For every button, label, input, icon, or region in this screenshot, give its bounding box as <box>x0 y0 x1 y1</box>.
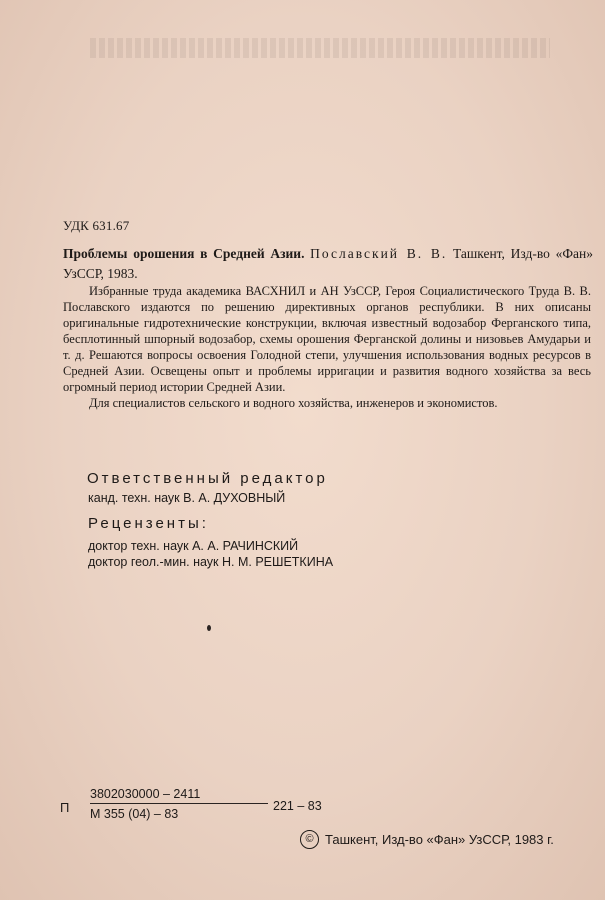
audience-paragraph: Для специалистов сельского и водного хозяйства, инженеров и экономистов. <box>89 396 498 410</box>
editor-heading: Ответственный редактор <box>87 470 328 487</box>
catalog-code-suffix: 221 – 83 <box>273 799 322 813</box>
abstract <box>63 283 591 411</box>
book-imprint: Ташкент, Изд-во «Фан» УзССР, 1983. <box>63 246 593 281</box>
udk-code: УДК 631.67 <box>63 218 130 233</box>
abstract-paragraph: Избранные труда академика ВАСХНИЛ и АН УзССР, Героя Социалистического Труда В. В. Пославского издаются по решению директивных органов республики. В них описаны оригинальные гидротехнические конструкции, включая известный водозабор Ферганского типа, бесплотинный шпорный водозабор, схемы орошения Ферганской долины и низовьев Амударьи и т. д. Решаются вопросы освоения Голодной степи, улучшения использования водных ресурсов в Средней Азии. Освещены опыт и проблемы ирригации и развития водного хозяйства за весь огромный период истории Средней Азии. <box>63 284 591 394</box>
copyright-line <box>300 830 554 849</box>
ink-speck <box>207 625 211 631</box>
book-author: Пославский В. В. <box>310 246 448 261</box>
editor-name: канд. техн. наук В. А. ДУХОВНЫЙ <box>88 491 286 505</box>
catalog-code-denominator: М 355 (04) – 83 <box>90 807 179 821</box>
reviewers-heading: Рецензенты: <box>88 515 209 532</box>
bibliographic-citation <box>63 244 593 284</box>
reviewer-item: доктор геол.-мин. наук Н. М. РЕШЕТКИНА <box>88 555 334 569</box>
copyright-icon: © <box>300 830 319 849</box>
copyright-text: Ташкент, Изд-во «Фан» УзССР, 1983 г. <box>325 832 554 847</box>
book-title: Проблемы орошения в Средней Азии. <box>63 246 305 261</box>
bleed-through-text <box>90 38 550 58</box>
fraction-line <box>90 803 268 804</box>
reviewer-item: доктор техн. наук А. А. РАЧИНСКИЙ <box>88 539 299 553</box>
catalog-code-prefix: П <box>60 800 70 815</box>
catalog-code-numerator: 3802030000 – 2411 <box>90 787 201 801</box>
